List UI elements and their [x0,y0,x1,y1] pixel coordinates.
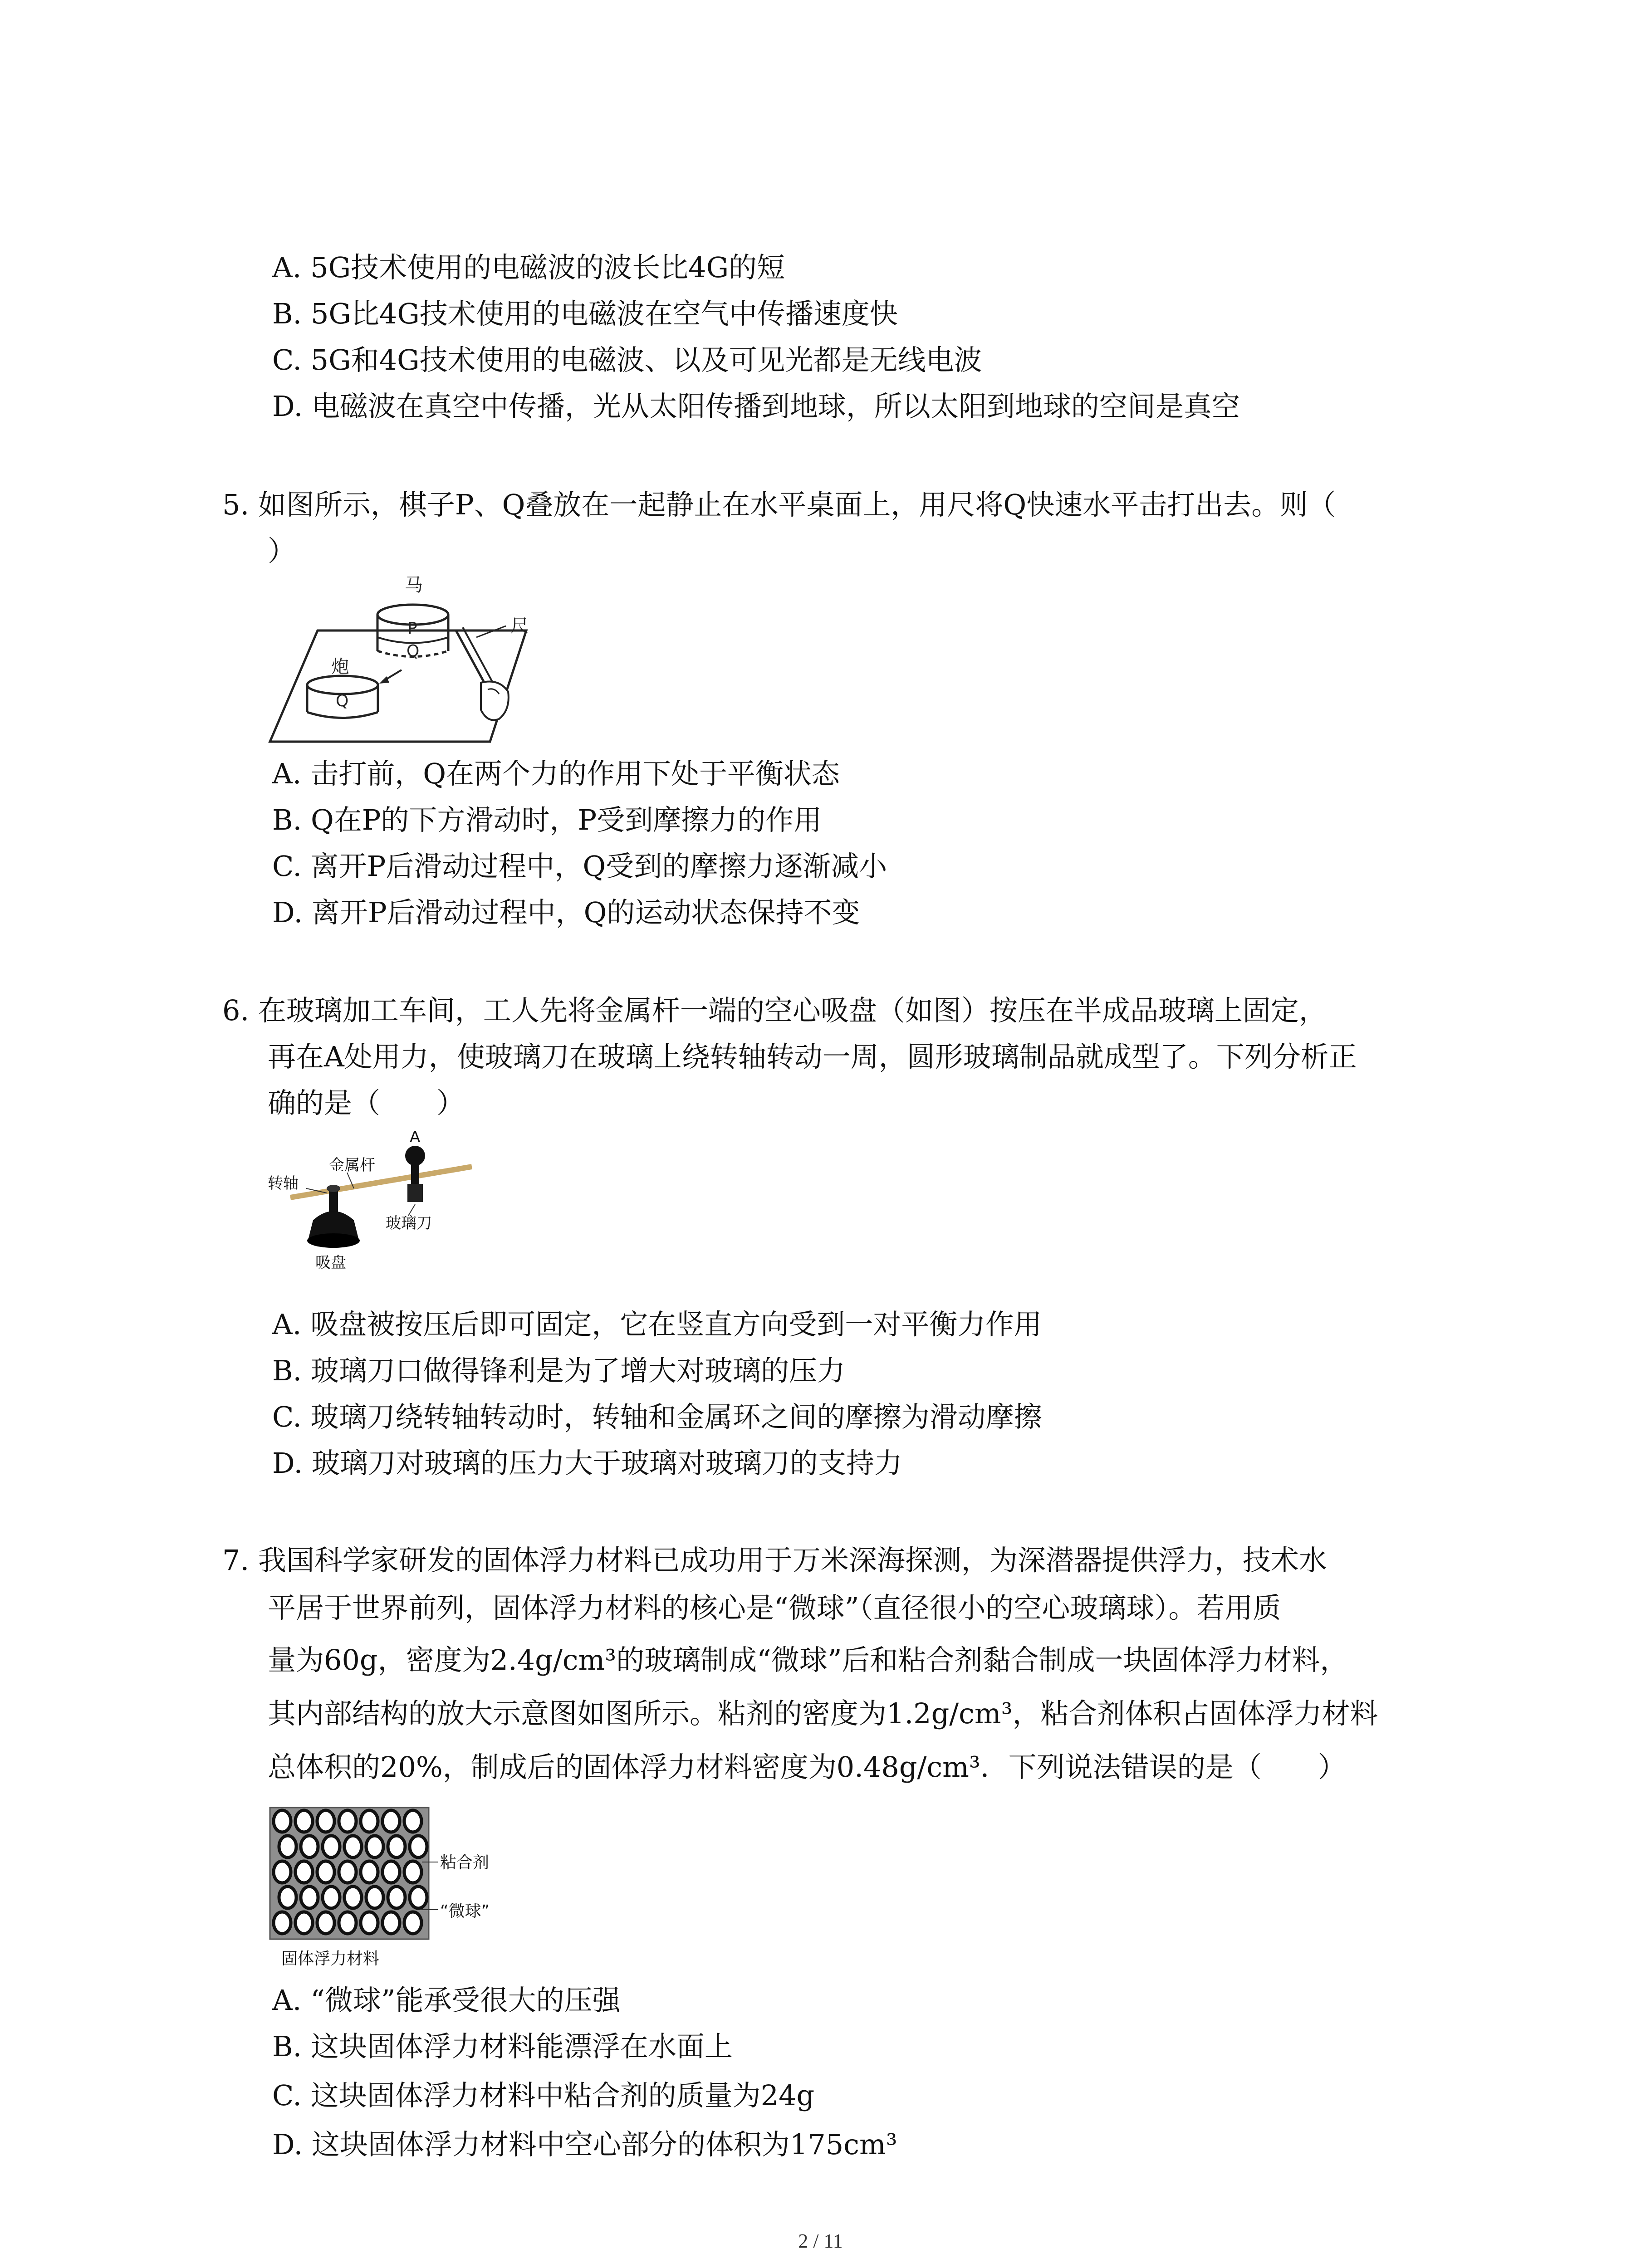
label-chi: 尺 [510,616,529,636]
micro-ball [274,1861,291,1883]
micro-ball [274,1912,291,1934]
q4-option-b: B. 5G比4G技术使用的电磁波在空气中传播速度快 [272,297,898,330]
q6-figure-glass-cutter [263,1129,490,1302]
micro-ball [339,1810,356,1832]
label-pao: 炮 [331,656,349,677]
label-q-bottom: Q [336,692,349,710]
q6-stem-line2: 再在A处用力，使玻璃刀在玻璃上绕转轴转动一周，圆形玻璃制品就成型了。下列分析正 [268,1040,1357,1073]
q4-option-a: A. 5G技术使用的电磁波的波长比4G的短 [272,251,785,284]
q5-option-c: C. 离开P后滑动过程中，Q受到的摩擦力逐渐减小 [272,850,887,883]
micro-ball [317,1912,334,1934]
micro-ball [382,1912,400,1934]
axis [329,1188,338,1213]
micro-ball [323,1836,340,1857]
label-a: A [410,1129,421,1146]
micro-ball [366,1836,383,1857]
micro-ball [366,1887,383,1908]
micro-ball [382,1861,400,1883]
micro-ball [339,1861,356,1883]
q7-stem-line5: 总体积的20%，制成后的固体浮力材料密度为0.48g/cm³．下列说法错误的是（ ） [268,1750,1346,1784]
micro-ball [295,1912,313,1934]
micro-ball [404,1861,421,1883]
metal-rod [290,1167,472,1198]
micro-ball [388,1887,405,1908]
micro-ball [410,1887,427,1908]
label-ma: 马 [405,575,423,596]
micro-ball [274,1810,291,1832]
q7-option-a: A. “微球”能承受很大的压强 [272,1984,621,2017]
micro-ball [344,1887,362,1908]
micro-ball [361,1861,378,1883]
q6-stem-line1: 6. 在玻璃加工车间，工人先将金属杆一端的空心吸盘（如图）按压在半成品玻璃上固定， [222,994,1327,1027]
q7-option-d: D. 这块固体浮力材料中空心部分的体积为175cm³ [272,2128,897,2161]
q5-option-b: B. Q在P的下方滑动时，P受到摩擦力的作用 [272,803,822,836]
glass-cutter-body [407,1184,423,1202]
micro-ball [404,1912,421,1934]
micro-ball [323,1887,340,1908]
q6-option-d: D. 玻璃刀对玻璃的压力大于玻璃对玻璃刀的支持力 [272,1447,902,1480]
micro-ball [382,1810,400,1832]
q5-figure-chess-pieces [263,574,608,751]
q7-option-c: C. 这块固体浮力材料中粘合剂的质量为24g [272,2079,815,2112]
label-microball: “微球” [440,1902,490,1921]
micro-ball [339,1912,356,1934]
hand [481,682,509,720]
micro-ball [388,1836,405,1857]
q5-option-d: D. 离开P后滑动过程中，Q的运动状态保持不变 [272,896,860,929]
q5-stem-line1: 5. 如图所示，棋子P、Q叠放在一起静止在水平桌面上，用尺将Q快速水平击打出去。则（ [222,488,1336,521]
piece-q-moved [307,676,378,694]
q6-option-c: C. 玻璃刀绕转轴转动时，转轴和金属环之间的摩擦为滑动摩擦 [272,1400,1042,1433]
q7-stem-line2: 平居于世界前列，固体浮力材料的核心是“微球”（直径很小的空心玻璃球）。若用质 [268,1591,1281,1624]
label-glue: 粘合剂 [440,1853,490,1872]
label-axis: 转轴 [268,1174,299,1193]
label-p: P [407,619,417,638]
q7-figure-buoyancy-material [268,1805,585,1978]
micro-ball [361,1810,378,1832]
q4-option-c: C. 5G和4G技术使用的电磁波、以及可见光都是无线电波 [272,343,982,376]
micro-ball [410,1836,427,1857]
micro-ball [404,1810,421,1832]
micro-ball [317,1810,334,1832]
micro-ball [344,1836,362,1857]
label-cutter: 玻璃刀 [386,1214,432,1232]
label-q-top: Q [407,642,420,660]
micro-ball [317,1861,334,1883]
micro-ball [301,1836,318,1857]
micro-ball [295,1861,313,1883]
q6-option-a: A. 吸盘被按压后即可固定，它在竖直方向受到一对平衡力作用 [272,1308,1042,1341]
micro-ball [279,1887,296,1908]
micro-ball [295,1810,313,1832]
q5-option-a: A. 击打前，Q在两个力的作用下处于平衡状态 [272,757,840,790]
micro-ball [279,1836,296,1857]
label-caption: 固体浮力材料 [281,1950,380,1968]
q7-stem-line1: 7. 我国科学家研发的固体浮力材料已成功用于万米深海探测，为深潜器提供浮力，技术水 [222,1544,1327,1577]
page-number: 2 / 11 [798,2230,843,2252]
q7-option-b: B. 这块固体浮力材料能漂浮在水面上 [272,2030,733,2063]
q6-option-b: B. 玻璃刀口做得锋利是为了增大对玻璃的压力 [272,1354,845,1387]
q4-option-d: D. 电磁波在真空中传播，光从太阳传播到地球，所以太阳到地球的空间是真空 [272,390,1240,423]
label-rod: 金属杆 [329,1156,375,1174]
label-sucker: 吸盘 [315,1254,346,1272]
micro-ball [301,1887,318,1908]
q6-stem-line3: 确的是（ ） [268,1086,465,1119]
q7-stem-line3: 量为60g，密度为2.4g/cm³的玻璃制成“微球”后和粘合剂黏合制成一块固体浮力材料， [268,1643,1348,1677]
q7-stem-line4: 其内部结构的放大示意图如图所示。粘剂的密度为1.2g/cm³，粘合剂体积占固体浮力材料 [268,1697,1378,1730]
q5-stem-line2: ） [268,534,296,567]
micro-ball [361,1912,378,1934]
